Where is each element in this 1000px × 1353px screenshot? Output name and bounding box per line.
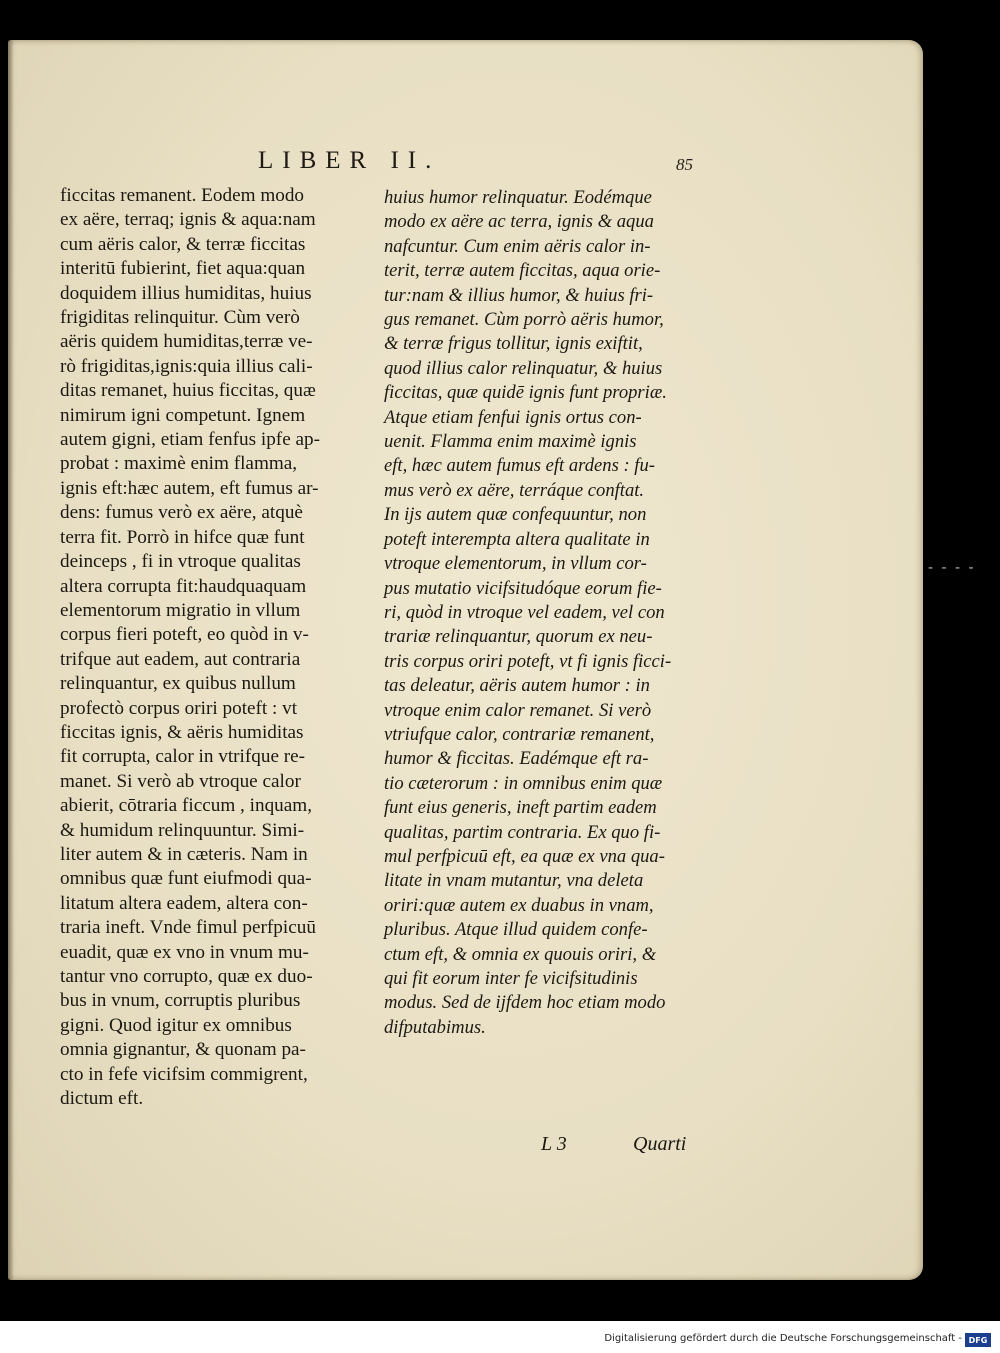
signature-mark: L 3 bbox=[541, 1133, 567, 1155]
text-line: terit, terræ autem ficcitas, aqua orie- bbox=[384, 260, 661, 282]
text-line: litatum altera eadem, altera con- bbox=[60, 892, 308, 914]
text-line: ficcitas, quæ quidē ignis funt propriæ. bbox=[384, 382, 667, 404]
text-line: funt eius generis, ineft partim eadem bbox=[384, 797, 657, 819]
text-line: In ijs autem quæ confequuntur, non bbox=[384, 504, 647, 526]
text-line: vtroque enim calor remanet. Si verò bbox=[384, 699, 652, 721]
text-line: tantur vno corrupto, quæ ex duo- bbox=[60, 966, 313, 987]
text-line: ri, quòd in vtroque vel eadem, vel con bbox=[384, 601, 665, 623]
text-line: & terræ frigus tollitur, ignis exiftit, bbox=[384, 333, 643, 355]
text-line: liter autem & in cæteris. Nam in bbox=[60, 843, 308, 865]
text-line: mul perfpicuū eft, ea quæ ex vna qua- bbox=[384, 845, 665, 867]
dfg-logo: DFG bbox=[965, 1333, 991, 1347]
text-line: oriri:quæ autem ex duabus in vnam, bbox=[384, 894, 654, 916]
text-line: modus. Sed de ijfdem hoc etiam modo bbox=[384, 992, 666, 1014]
text-line: relinquantur, ex quibus nullum bbox=[60, 673, 296, 695]
text-line: doquidem illius humiditas, huius bbox=[60, 282, 312, 304]
text-line: ex aëre, terraq; ignis & aqua:nam bbox=[60, 209, 316, 231]
text-line: dictum eft. bbox=[60, 1088, 144, 1110]
text-line: nimirum igni competunt. Ignem bbox=[60, 404, 306, 426]
text-line: corpus fieri poteft, eo quòd in v- bbox=[60, 624, 309, 646]
text-line: omnibus quæ funt eiufmodi qua- bbox=[60, 868, 312, 890]
text-line: qualitas, partim contraria. Ex quo fi- bbox=[384, 821, 661, 843]
text-line: ficcitas remanent. Eodem modo bbox=[60, 185, 305, 206]
text-line: & humidum relinquuntur. Simi- bbox=[60, 819, 305, 841]
text-line: traria ineft. Vnde fimul perfpicuū bbox=[60, 917, 316, 939]
text-line: interitū fubierint, fiet aqua:quan bbox=[60, 258, 306, 280]
page-number: 85 bbox=[676, 155, 693, 174]
text-line: quod illius calor relinquatur, & huius bbox=[384, 357, 663, 379]
text-line: gigni. Quod igitur ex omnibus bbox=[60, 1014, 292, 1036]
text-line: altera corrupta fit:haudquaquam bbox=[60, 575, 307, 597]
text-line: deinceps , fi in vtroque qualitas bbox=[60, 551, 301, 573]
text-line: tris corpus oriri poteft, vt fi ignis ficci- bbox=[384, 650, 672, 672]
right-column-italic-text bbox=[384, 186, 704, 1040]
text-line: frigiditas relinquitur. Cùm verò bbox=[60, 307, 300, 329]
text-line: ctum eft, & omnia ex quouis oriri, & bbox=[384, 943, 657, 965]
text-line: huius humor relinquatur. Eodémque bbox=[384, 187, 652, 208]
digitization-footer bbox=[0, 1321, 1000, 1353]
text-line: pluribus. Atque illud quidem confe- bbox=[384, 919, 648, 941]
text-line: vtriufque calor, contrariæ remanent, bbox=[384, 723, 655, 745]
text-line: difputabimus. bbox=[384, 1016, 486, 1038]
text-line: vtroque elementorum, in vllum cor- bbox=[384, 553, 647, 575]
text-line: tio cæterorum : in omnibus enim quæ bbox=[384, 772, 663, 794]
text-line: tas deleatur, aëris autem humor : in bbox=[384, 675, 650, 697]
text-line: modo ex aëre ac terra, ignis & aqua bbox=[384, 211, 654, 233]
text-line: litate in vnam mutantur, vna deleta bbox=[384, 870, 644, 892]
text-line: abierit, cōtraria ficcum , inquam, bbox=[60, 795, 312, 817]
text-line: autem gigni, etiam fenfus ipfe ap- bbox=[60, 429, 321, 451]
text-line: pus mutatio vicifsitudóque eorum fie- bbox=[384, 577, 662, 599]
book-page bbox=[8, 40, 923, 1280]
text-line: cum aëris calor, & terræ ficcitas bbox=[60, 233, 306, 255]
text-line: omnia gignantur, & quonam pa- bbox=[60, 1039, 306, 1061]
text-line: nafcuntur. Cum enim aëris calor in- bbox=[384, 235, 651, 257]
text-line: poteft interempta altera qualitate in bbox=[384, 528, 650, 550]
text-line: terra fit. Porrò in hifce quæ funt bbox=[60, 526, 305, 548]
text-line: tur:nam & illius humor, & huius fri- bbox=[384, 284, 654, 306]
text-line: ignis eft:hæc autem, eft fumus ar- bbox=[60, 477, 319, 499]
text-line: uenit. Flamma enim maximè ignis bbox=[384, 431, 637, 453]
text-line: eft, hæc autem fumus eft ardens : fu- bbox=[384, 455, 655, 477]
text-line: aëris quidem humiditas,terræ ve- bbox=[60, 331, 313, 353]
text-line: dens: fumus verò ex aëre, atquè bbox=[60, 502, 303, 524]
text-line: qui fit eorum inter fe vicifsitudinis bbox=[384, 968, 638, 989]
text-line: elementorum migratio in vllum bbox=[60, 599, 301, 621]
left-column-latin-text bbox=[60, 184, 382, 1111]
text-line: trariæ relinquantur, quorum ex neu- bbox=[384, 626, 653, 648]
text-line: rò frigiditas,ignis:quia illius cali- bbox=[60, 355, 313, 377]
text-line: bus in vnum, corruptis pluribus bbox=[60, 990, 301, 1012]
page-gutter-shadow bbox=[8, 40, 14, 1280]
text-line: cto in fefe vicifsim commigrent, bbox=[60, 1063, 308, 1085]
text-line: ficcitas ignis, & aëris humiditas bbox=[60, 721, 304, 743]
text-line: manet. Si verò ab vtroque calor bbox=[60, 770, 301, 792]
text-line: humor & ficcitas. Eadémque eft ra- bbox=[384, 748, 649, 770]
text-line: gus remanet. Cùm porrò aëris humor, bbox=[384, 309, 664, 331]
scan-edge-dashes: - - - - bbox=[928, 560, 976, 576]
text-line: fit corrupta, calor in vtrifque re- bbox=[60, 746, 306, 768]
text-line: probat : maximè enim flamma, bbox=[60, 453, 298, 475]
catchword: Quarti bbox=[633, 1133, 687, 1155]
text-line: profectò corpus oriri poteft : vt bbox=[60, 697, 298, 719]
text-line: mus verò ex aëre, terráque conftat. bbox=[384, 479, 645, 501]
running-head: LIBER II. bbox=[258, 147, 441, 174]
text-line: trifque aut eadem, aut contraria bbox=[60, 648, 301, 670]
text-line: euadit, quæ ex vno in vnum mu- bbox=[60, 941, 309, 963]
text-line: Atque etiam fenfui ignis ortus con- bbox=[384, 406, 642, 428]
text-line: ditas remanet, huius ficcitas, quæ bbox=[60, 380, 316, 402]
funding-credit: Digitalisierung gefördert durch die Deutsche Forschungsgemeinschaft - bbox=[604, 1333, 962, 1344]
